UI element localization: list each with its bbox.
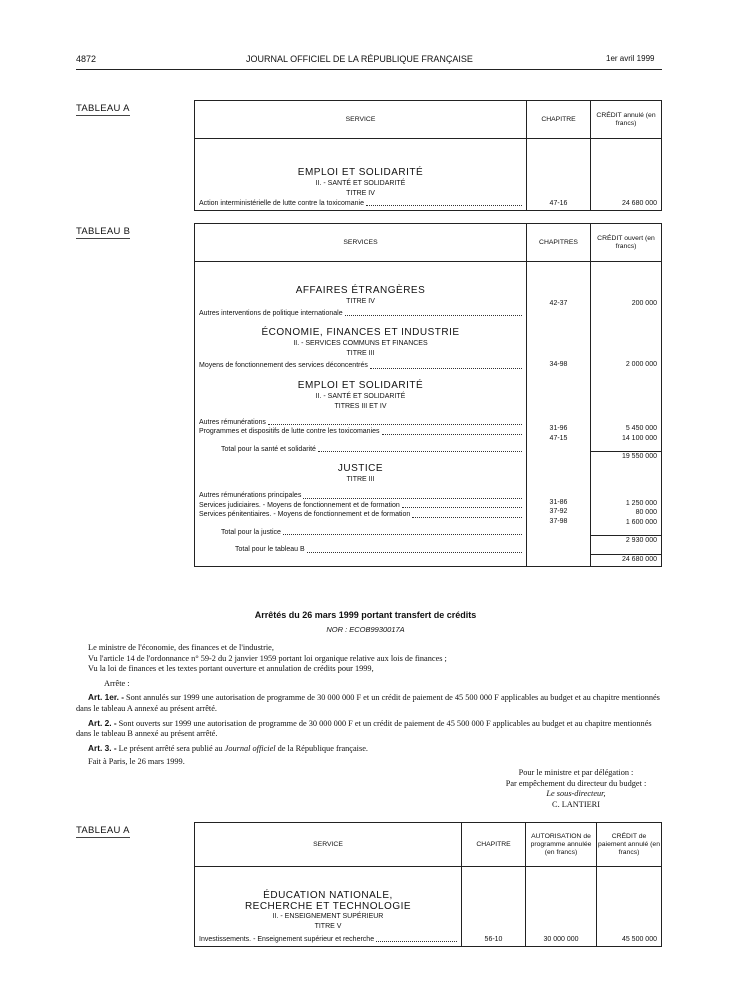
- arrete-title: Arrêtés du 26 mars 1999 portant transfert de crédits: [254, 610, 477, 620]
- subtotal-row: Total pour la santé et solidarité: [195, 445, 526, 455]
- header-autorisation: AUTORISATION de programme annulée (en francs): [526, 823, 597, 867]
- header-service: SERVICE: [195, 101, 527, 139]
- subtotal-amount: 2 930 000: [591, 535, 661, 546]
- table-row: Services judiciaires. - Moyens de fonctionnement et de formation: [195, 501, 526, 511]
- section-title: ÉDUCATION NATIONALE,: [263, 889, 393, 901]
- titre: TITRE V: [314, 922, 342, 930]
- signature-line: Pour le ministre et par délégation :: [518, 768, 634, 777]
- chapitre-cell: 37-92: [549, 508, 568, 515]
- table-row: Investissements. - Enseignement supérieur et recherche: [195, 935, 461, 945]
- chapitre-cell: 56-10: [484, 935, 503, 943]
- table-row: Autres rémunérations: [195, 418, 526, 428]
- table-row: Moyens de fonctionnement des services déconcentrés: [195, 361, 526, 371]
- header-services: SERVICES: [195, 224, 527, 262]
- amount-cell: 1 250 000: [625, 499, 657, 507]
- chapitre-cell: 47-16: [549, 199, 568, 207]
- issue-date: 1er avril 1999: [606, 54, 655, 63]
- paragraph: Vu l'article 14 de l'ordonnance n° 59-2 du 2 janvier 1959 portant loi organique relative aux lois de finances ;: [88, 653, 447, 663]
- section-title: AFFAIRES ÉTRANGÈRES: [295, 284, 426, 296]
- nor-reference: NOR : ECOB9930017A: [326, 625, 405, 634]
- subsection: II. - SANTÉ ET SOLIDARITÉ: [315, 392, 406, 400]
- amount-cell: 200 000: [631, 300, 657, 307]
- table-a1: [194, 100, 662, 211]
- titre: TITRES III ET IV: [334, 402, 387, 410]
- section-title: EMPLOI ET SOLIDARITÉ: [297, 166, 424, 178]
- section-title: ÉCONOMIE, FINANCES ET INDUSTRIE: [261, 327, 460, 338]
- amount-cell: 45 500 000: [621, 935, 657, 943]
- header-chapitre: CHAPITRE: [462, 823, 526, 867]
- amount-cell: 1 600 000: [625, 518, 657, 526]
- header-chapitre: CHAPITRE: [527, 101, 591, 139]
- subsection: II. - SANTÉ ET SOLIDARITÉ: [315, 179, 406, 187]
- chapitre-cell: 42-37: [549, 300, 568, 307]
- header-service: SERVICE: [195, 823, 462, 867]
- header-credit: CRÉDIT annulé (en francs): [591, 101, 662, 139]
- amount-cell: 24 680 000: [621, 199, 657, 207]
- amount-cell: 5 450 000: [625, 425, 657, 432]
- table-a2: [194, 822, 662, 947]
- amount-cell: 2 000 000: [625, 360, 657, 368]
- arrete-word: Arrête :: [104, 678, 130, 688]
- chapitre-cell: 47-15: [549, 434, 568, 442]
- titre: TITRE IV: [346, 297, 375, 305]
- titre: TITRE III: [346, 476, 375, 483]
- fait-a-paris: Fait à Paris, le 26 mars 1999.: [88, 757, 185, 767]
- amount-cell: 14 100 000: [621, 434, 657, 442]
- section-title: JUSTICE: [337, 463, 384, 474]
- autorisation-cell: 30 000 000: [543, 935, 579, 943]
- page-number: 4872: [76, 54, 97, 64]
- table-row: Autres rémunérations principales: [195, 491, 526, 501]
- header-credit: CRÉDIT ouvert (en francs): [591, 224, 662, 262]
- article-1: Art. 1er. - Sont annulés sur 1999 une autorisation de programme de 30 000 000 F et un crédit de paiement de 45 500 000 F applicables au budget et au chapitre mentionnés dans le tableau A annexé au présent arrêté.: [76, 692, 660, 713]
- section-title: RECHERCHE ET TECHNOLOGIE: [244, 900, 412, 912]
- header-rule: [76, 69, 662, 70]
- table-a1-label: TABLEAU A: [76, 103, 130, 114]
- table-row: Action interministérielle de lutte contre la toxicomanie: [195, 199, 526, 209]
- article-3: Art. 3. - Le présent arrêté sera publié au Journal officiel de la République française.: [88, 742, 368, 753]
- table-b-label: TABLEAU B: [76, 226, 131, 237]
- table-a2-label: TABLEAU A: [76, 825, 130, 836]
- table-row: Services pénitentiaires. - Moyens de fonctionnement et de formation: [195, 510, 526, 520]
- titre: TITRE III: [346, 350, 375, 357]
- header-credit: CRÉDIT de paiement annulé (en francs): [597, 823, 662, 867]
- chapitre-cell: 31-86: [549, 498, 568, 506]
- table-row: Autres interventions de politique internationale: [195, 309, 526, 319]
- header-chapitres: CHAPITRES: [527, 224, 591, 262]
- grand-total-row: Total pour le tableau B: [195, 545, 526, 555]
- table-b: [194, 223, 662, 567]
- signatory: C. LANTIERI: [552, 799, 600, 809]
- subsection: II. - SERVICES COMMUNS ET FINANCES: [293, 340, 428, 347]
- journal-title: JOURNAL OFFICIEL DE LA RÉPUBLIQUE FRANÇAISE: [246, 54, 473, 64]
- arrete-body: [76, 643, 662, 768]
- titre: TITRE IV: [346, 189, 375, 197]
- subtotal-amount: 19 550 000: [591, 451, 661, 462]
- paragraph: Vu la loi de finances et les textes portant ouverture et annulation de crédits pour 1999,: [88, 664, 374, 674]
- grand-total-amount: 24 680 000: [591, 554, 661, 565]
- chapitre-cell: 37-98: [549, 517, 568, 525]
- paragraph: Le ministre de l'économie, des finances et de l'industrie,: [88, 643, 274, 652]
- signature-line: Par empêchement du directeur du budget :: [505, 778, 647, 788]
- amount-cell: 80 000: [635, 509, 657, 516]
- signature-line: Le sous-directeur,: [546, 789, 606, 799]
- table-row: Programmes et dispositifs de lutte contre les toxicomanies: [195, 427, 526, 437]
- signature-block: [470, 768, 682, 810]
- subsection: II. - ENSEIGNEMENT SUPÉRIEUR: [272, 912, 384, 920]
- article-2: Art. 2. - Sont ouverts sur 1999 une autorisation de programme de 30 000 000 F et un crédit de paiement de 45 500 000 F applicables au budget et au chapitre mentionnés dans le tableau B annexé au présent arrêté.: [76, 717, 652, 739]
- section-title: EMPLOI ET SOLIDARITÉ: [297, 379, 424, 391]
- subtotal-row: Total pour la justice: [195, 528, 526, 538]
- chapitre-cell: 34-98: [549, 360, 568, 368]
- chapitre-cell: 31-96: [549, 425, 568, 432]
